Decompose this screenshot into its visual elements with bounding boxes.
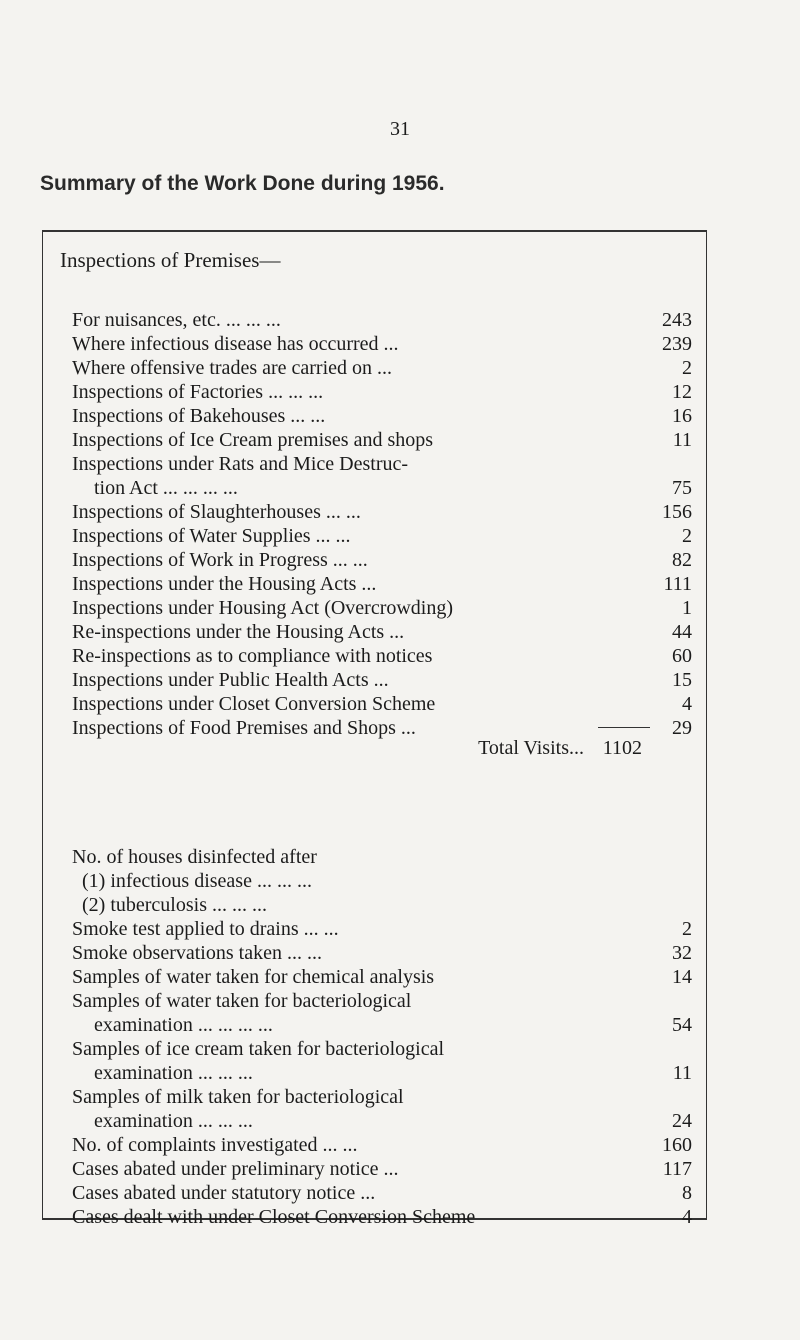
item-label: Re-inspections under the Housing Acts ... [72, 621, 405, 643]
item-value: 82 [672, 549, 692, 571]
list-item [72, 452, 692, 476]
list-item [72, 476, 692, 500]
item-value: 60 [672, 645, 692, 667]
item-label: Smoke test applied to drains ... ... [72, 918, 339, 940]
other-work-list [72, 845, 692, 1229]
item-label: Inspections of Water Supplies ... ... [72, 525, 351, 547]
item-label: (1) infectious disease ... ... ... [82, 870, 312, 892]
list-item [72, 332, 692, 356]
item-label: Where infectious disease has occurred ... [72, 333, 399, 355]
item-label: Inspections of Slaughterhouses ... ... [72, 501, 361, 523]
list-item [72, 692, 692, 716]
list-item [72, 308, 692, 332]
list-item [72, 356, 692, 380]
item-value: 44 [672, 621, 692, 643]
item-label: Where offensive trades are carried on ... [72, 357, 393, 379]
item-value: 4 [682, 693, 692, 715]
item-label: (2) tuberculosis ... ... ... [82, 894, 267, 916]
list-item [72, 845, 692, 869]
item-label: Inspections under Closet Conversion Scheme [72, 693, 436, 715]
item-label: Inspections of Bakehouses ... ... [72, 405, 326, 427]
item-label: Inspections of Factories ... ... ... [72, 381, 324, 403]
item-value: 24 [672, 1110, 692, 1132]
list-item [72, 620, 692, 644]
item-value: 2 [682, 525, 692, 547]
item-value: 54 [672, 1014, 692, 1036]
total-rule [598, 727, 650, 728]
item-value: 14 [672, 966, 692, 988]
item-value: 117 [662, 1158, 692, 1180]
item-value: 15 [672, 669, 692, 691]
item-value: 8 [682, 1182, 692, 1204]
item-label: tion Act ... ... ... ... [94, 477, 238, 499]
list-item [72, 1013, 692, 1037]
item-label: Samples of water taken for bacteriological [72, 990, 412, 1012]
total-label: Total Visits... [478, 737, 584, 759]
list-item [72, 1061, 692, 1085]
item-value: 111 [663, 573, 692, 595]
list-item [72, 917, 692, 941]
page-title: Summary of the Work Done during 1956. [40, 172, 445, 195]
list-item [72, 668, 692, 692]
item-label: No. of houses disinfected after [72, 846, 317, 868]
item-value: 11 [672, 1062, 692, 1084]
item-value: 2 [682, 357, 692, 379]
item-label: examination ... ... ... [94, 1062, 253, 1084]
section-heading-inspections: Inspections of Premises— [60, 248, 281, 272]
item-label: Smoke observations taken ... ... [72, 942, 322, 964]
list-item [72, 1109, 692, 1133]
list-item [72, 428, 692, 452]
list-item [72, 1157, 692, 1181]
item-label: Cases abated under statutory notice ... [72, 1182, 376, 1204]
item-value: 160 [662, 1134, 692, 1156]
item-label: Inspections under Housing Act (Overcrowding) [72, 597, 454, 619]
list-item [72, 1037, 692, 1061]
list-item [72, 893, 692, 917]
item-label: Inspections under the Housing Acts ... [72, 573, 377, 595]
item-value: 12 [672, 381, 692, 403]
item-value: 1 [682, 597, 692, 619]
list-item [72, 380, 692, 404]
item-value: 156 [662, 501, 692, 523]
item-label: examination ... ... ... ... [94, 1014, 273, 1036]
list-item [72, 941, 692, 965]
item-label: examination ... ... ... [94, 1110, 253, 1132]
item-label: Inspections of Food Premises and Shops ... [72, 717, 416, 739]
list-item [72, 524, 692, 548]
item-value: 239 [662, 333, 692, 355]
list-item [72, 500, 692, 524]
item-label: No. of complaints investigated ... ... [72, 1134, 358, 1156]
list-item [72, 572, 692, 596]
list-item [72, 1205, 692, 1229]
list-item [72, 989, 692, 1013]
item-value: 29 [672, 717, 692, 739]
total-value: 1102 [602, 737, 642, 759]
page-number: 31 [390, 118, 410, 140]
list-item [72, 644, 692, 668]
list-item [72, 548, 692, 572]
list-item [72, 1181, 692, 1205]
item-value: 32 [672, 942, 692, 964]
item-label: Inspections of Ice Cream premises and shops [72, 429, 434, 451]
item-value: 2 [682, 918, 692, 940]
item-value: 243 [662, 309, 692, 331]
item-label: Re-inspections as to compliance with notices [72, 645, 433, 667]
item-label: Inspections under Public Health Acts ... [72, 669, 389, 691]
item-value: 75 [672, 477, 692, 499]
item-label: Cases abated under preliminary notice ... [72, 1158, 399, 1180]
item-label: Samples of water taken for chemical analysis [72, 966, 435, 988]
item-value: 4 [682, 1206, 692, 1228]
item-value: 16 [672, 405, 692, 427]
item-label: Inspections of Work in Progress ... ... [72, 549, 368, 571]
total-row [72, 736, 642, 760]
item-label: Cases dealt with under Closet Conversion Scheme [72, 1206, 476, 1228]
list-item [72, 965, 692, 989]
item-label: Inspections under Rats and Mice Destruc- [72, 453, 409, 475]
item-label: Samples of milk taken for bacteriological [72, 1086, 404, 1108]
list-item [72, 596, 692, 620]
list-item [72, 404, 692, 428]
list-item [72, 1085, 692, 1109]
item-label: Samples of ice cream taken for bacteriological [72, 1038, 445, 1060]
inspections-list [72, 308, 692, 740]
list-item [72, 1133, 692, 1157]
list-item [72, 869, 692, 893]
item-value: 11 [672, 429, 692, 451]
item-label: For nuisances, etc. ... ... ... [72, 309, 281, 331]
